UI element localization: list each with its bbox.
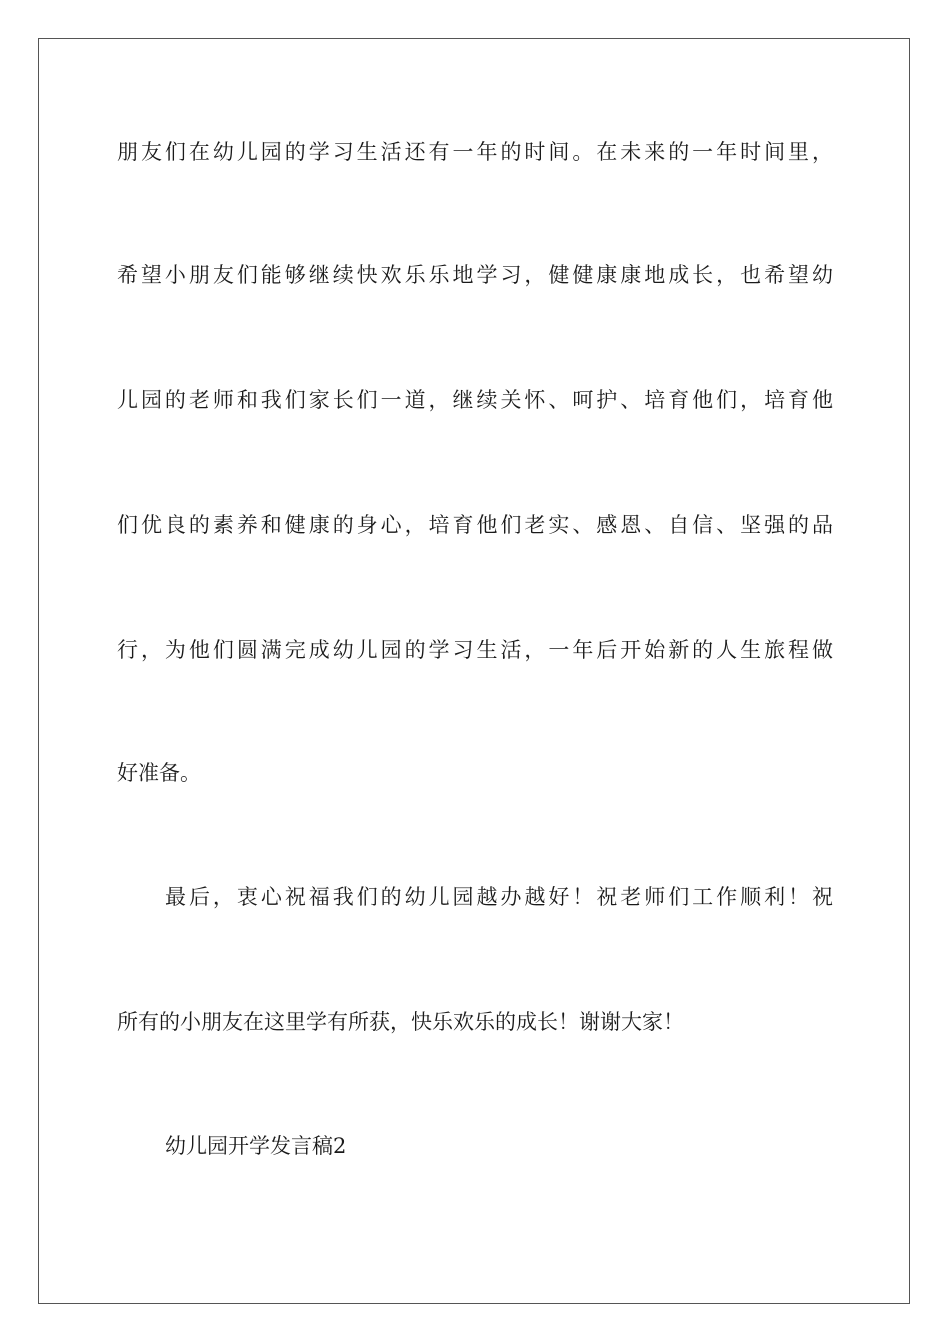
body-text-line: 行，为他们圆满完成幼儿园的学习生活，一年后开始新的人生旅程做 (117, 638, 833, 662)
page-border (38, 38, 910, 1304)
section-heading: 幼儿园开学发言稿2 (165, 1134, 347, 1158)
body-text-line: 朋友们在幼儿园的学习生活还有一年的时间。在未来的一年时间里， (117, 140, 833, 164)
closing-paragraph-line: 最后，衷心祝福我们的幼儿园越办越好！祝老师们工作顺利！祝 (165, 885, 833, 909)
body-text-line: 儿园的老师和我们家长们一道，继续关怀、呵护、培育他们，培育他 (117, 388, 833, 412)
body-text-line: 们优良的素养和健康的身心，培育他们老实、感恩、自信、坚强的品 (117, 513, 833, 537)
body-text-line: 希望小朋友们能够继续快欢乐乐地学习，健健康康地成长，也希望幼 (117, 263, 833, 287)
body-text-line: 好准备。 (117, 761, 201, 785)
closing-paragraph-line: 所有的小朋友在这里学有所获，快乐欢乐的成长！谢谢大家！ (117, 1010, 684, 1034)
